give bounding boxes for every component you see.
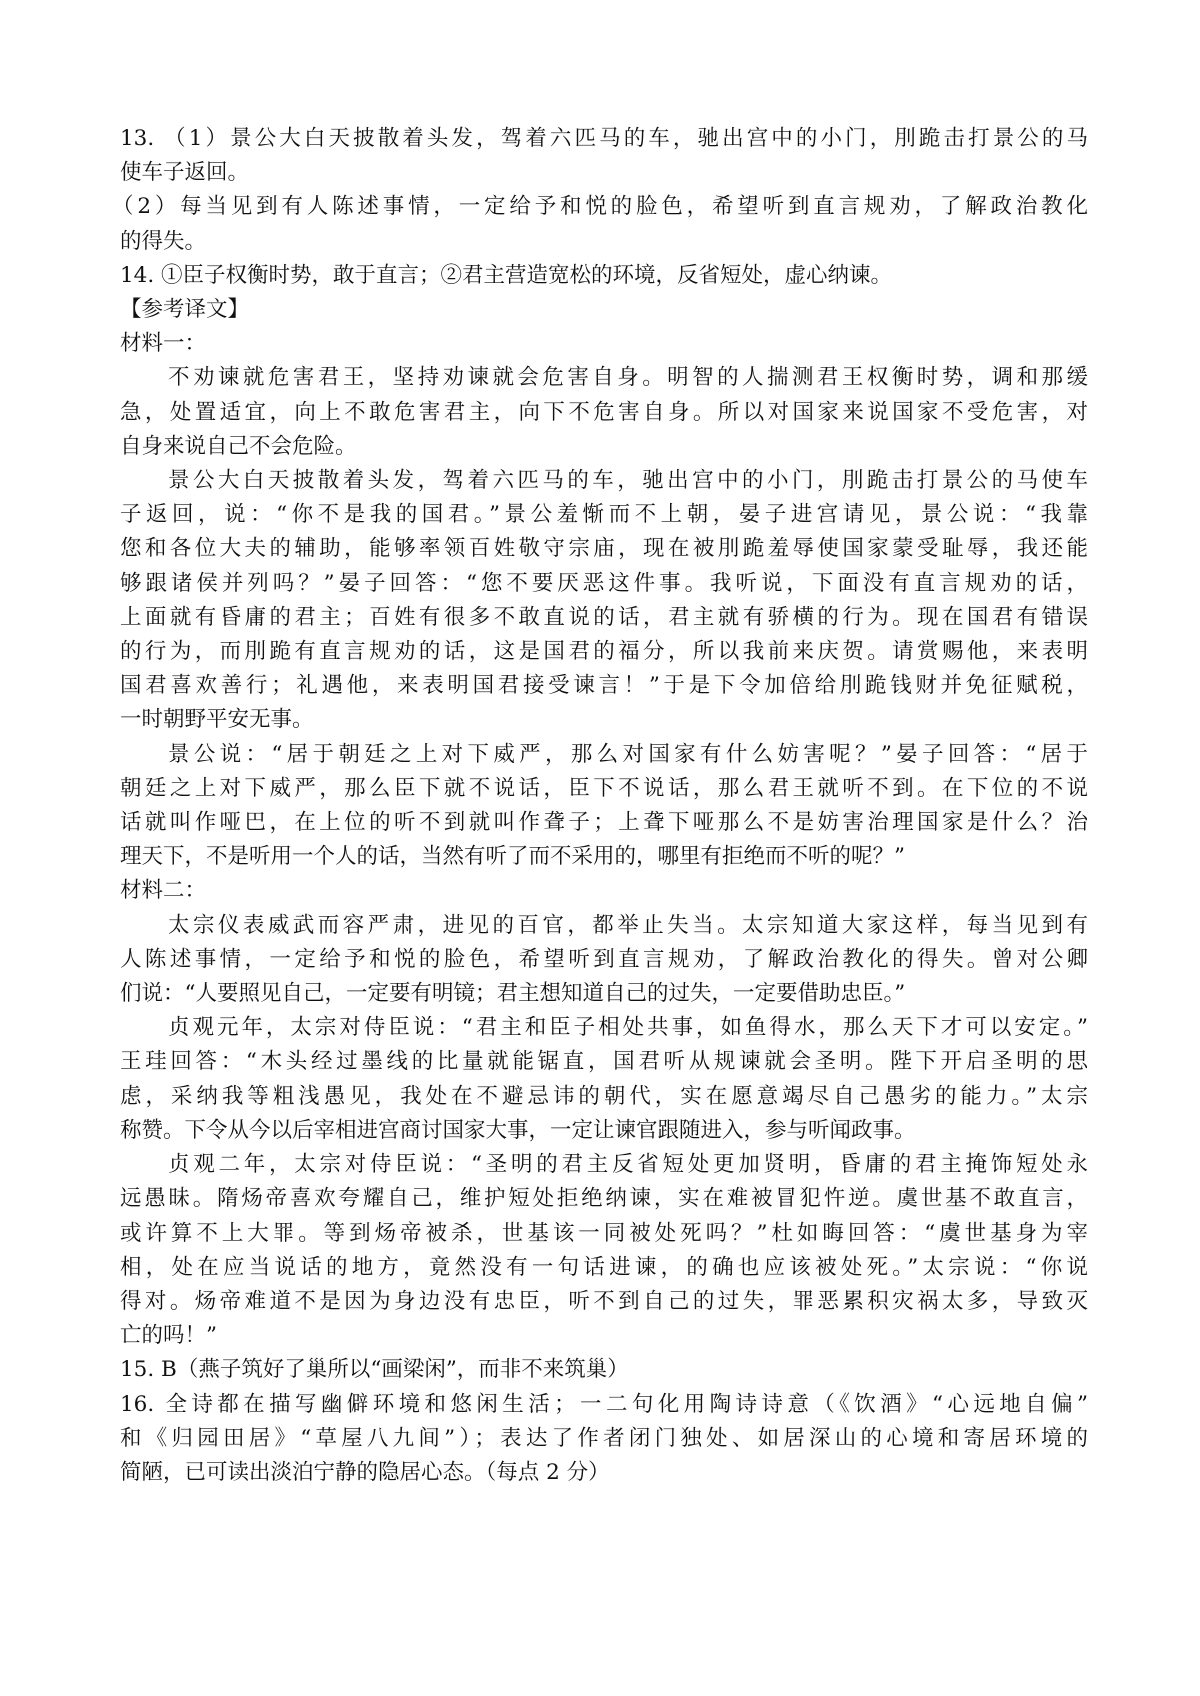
answer-14: 14. ①臣子权衡时势，敢于直言；②君主营造宽松的环境，反省短处，虚心纳谏。	[120, 262, 893, 288]
material-two-para-2-line-3: 虑，采纳我等粗浅愚见，我处在不避忌讳的朝代，实在愿意竭尽自己愚劣的能力。”太宗	[120, 1083, 1088, 1109]
material-one-para-1-line-2: 急，处置适宜，向上不敢危害君主，向下不危害自身。所以对国家来说国家不受危害，对	[120, 399, 1088, 425]
material-two-para-3-line-4: 相，处在应当说话的地方，竟然没有一句话进谏，的确也应该被处死。”太宗说：“你说	[120, 1254, 1088, 1280]
material-one-para-2-line-7: 国君喜欢善行；礼遇他，来表明国君接受谏言！”于是下令加倍给刖跪钱财并免征赋税，	[120, 673, 1088, 699]
answer-16-line-1: 16. 全诗都在描写幽僻环境和悠闲生活；一二句化用陶诗诗意（《饮酒》“心远地自偏”	[120, 1391, 1088, 1417]
answer-16-line-3: 简陋，已可读出淡泊宁静的隐居心态。（每点 2 分）	[120, 1459, 610, 1485]
material-two-para-2-line-4: 称赞。下令从今以后宰相进宫商讨国家大事，一定让谏官跟随进入，参与听闻政事。	[120, 1117, 916, 1143]
answer-15: 15. B（燕子筑好了巢所以“画梁闲”，而非不来筑巢）	[120, 1357, 629, 1383]
material-one-para-3-line-2: 朝廷之上对下威严，那么臣下就不说话，臣下不说话，那么君王就听不到。在下位的不说	[120, 775, 1088, 801]
answer-13-1-line-2: 使车子返回。	[120, 160, 250, 186]
material-two-para-1-line-2: 人陈述事情，一定给予和悦的脸色，希望听到直言规劝，了解政治教化的得失。曾对公卿	[120, 946, 1088, 972]
answer-13-2-line-1: （2）每当见到有人陈述事情，一定给予和悦的脸色，希望听到直言规劝，了解政治教化	[112, 194, 1088, 220]
material-two-para-1-line-1: 太宗仪表威武而容严肃，进见的百官，都举止失当。太宗知道大家这样，每当见到有	[168, 912, 1088, 938]
material-one-para-2-line-2: 子返回，说：“你不是我的国君。”景公羞惭而不上朝，晏子进宫请见，景公说：“我靠	[120, 502, 1088, 528]
document-page	[112, 122, 1088, 1490]
material-one-para-2-line-1: 景公大白天披散着头发，驾着六匹马的车，驰出宫中的小门，刖跪击打景公的马使车	[168, 468, 1088, 494]
translation-heading: 【参考译文】	[120, 297, 250, 323]
material-one-para-2-line-8: 一时朝野平安无事。	[120, 707, 314, 733]
material-two-para-3-line-5: 得对。炀帝难道不是因为身边没有忠臣，听不到自己的过失，罪恶累积灾祸太多，导致灭	[120, 1288, 1088, 1314]
material-one-para-2-line-4: 够跟诸侯并列吗？”晏子回答：“您不要厌恶这件事。我听说，下面没有直言规劝的话，	[120, 570, 1088, 596]
material-two-heading: 材料二：	[120, 878, 207, 904]
material-two-para-2-line-1: 贞观元年，太宗对侍臣说：“君主和臣子相处共事，如鱼得水，那么天下才可以安定。”	[168, 1015, 1088, 1041]
answer-13-2-line-2: 的得失。	[120, 228, 207, 254]
answer-16-line-2: 和《归园田居》“草屋八九间”）；表达了作者闭门独处、如居深山的心境和寄居环境的	[120, 1425, 1088, 1451]
material-two-para-3-line-1: 贞观二年，太宗对侍臣说：“圣明的君主反省短处更加贤明，昏庸的君主掩饰短处永	[168, 1152, 1088, 1178]
material-two-para-3-line-3: 或许算不上大罪。等到炀帝被杀，世基该一同被处死吗？”杜如晦回答：“虞世基身为宰	[120, 1220, 1088, 1246]
material-one-para-1-line-1: 不劝谏就危害君王，坚持劝谏就会危害自身。明智的人揣测君王权衡时势，调和那缓	[168, 365, 1088, 391]
material-two-para-2-line-2: 王珪回答：“木头经过墨线的比量就能锯直，国君听从规谏就会圣明。陛下开启圣明的思	[120, 1049, 1088, 1075]
material-one-para-2-line-6: 的行为，而刖跪有直言规劝的话，这是国君的福分，所以我前来庆贺。请赏赐他，来表明	[120, 639, 1088, 665]
material-one-para-3-line-3: 话就叫作哑巴，在上位的听不到就叫作聋子；上聋下哑那么不是妨害治理国家是什么？治	[120, 810, 1088, 836]
material-one-para-3-line-4: 理天下，不是听用一个人的话，当然有听了而不采用的，哪里有拒绝而不听的呢？”	[120, 844, 905, 870]
material-one-para-3-line-1: 景公说：“居于朝廷之上对下威严，那么对国家有什么妨害呢？”晏子回答：“居于	[168, 741, 1088, 767]
material-two-para-3-line-6: 亡的吗！”	[120, 1323, 217, 1349]
material-one-para-2-line-5: 上面就有昏庸的君主；百姓有很多不敢直说的话，君主就有骄横的行为。现在国君有错误	[120, 604, 1088, 630]
material-one-para-2-line-3: 您和各位大夫的辅助，能够率领百姓敬守宗庙，现在被刖跪羞辱使国家蒙受耻辱，我还能	[120, 536, 1088, 562]
material-two-para-3-line-2: 远愚昧。隋炀帝喜欢夸耀自己，维护短处拒绝纳谏，实在难被冒犯忤逆。虞世基不敢直言，	[120, 1186, 1088, 1212]
answer-13-1-line-1: 13. （1）景公大白天披散着头发，驾着六匹马的车，驰出宫中的小门，刖跪击打景公的马	[120, 126, 1088, 151]
material-one-para-1-line-3: 自身来说自己不会危险。	[120, 433, 357, 459]
material-one-heading: 材料一：	[120, 331, 207, 357]
material-two-para-1-line-3: 们说：“人要照见自己，一定要有明镜；君主想知道自己的过失，一定要借助忠臣。”	[120, 981, 906, 1007]
